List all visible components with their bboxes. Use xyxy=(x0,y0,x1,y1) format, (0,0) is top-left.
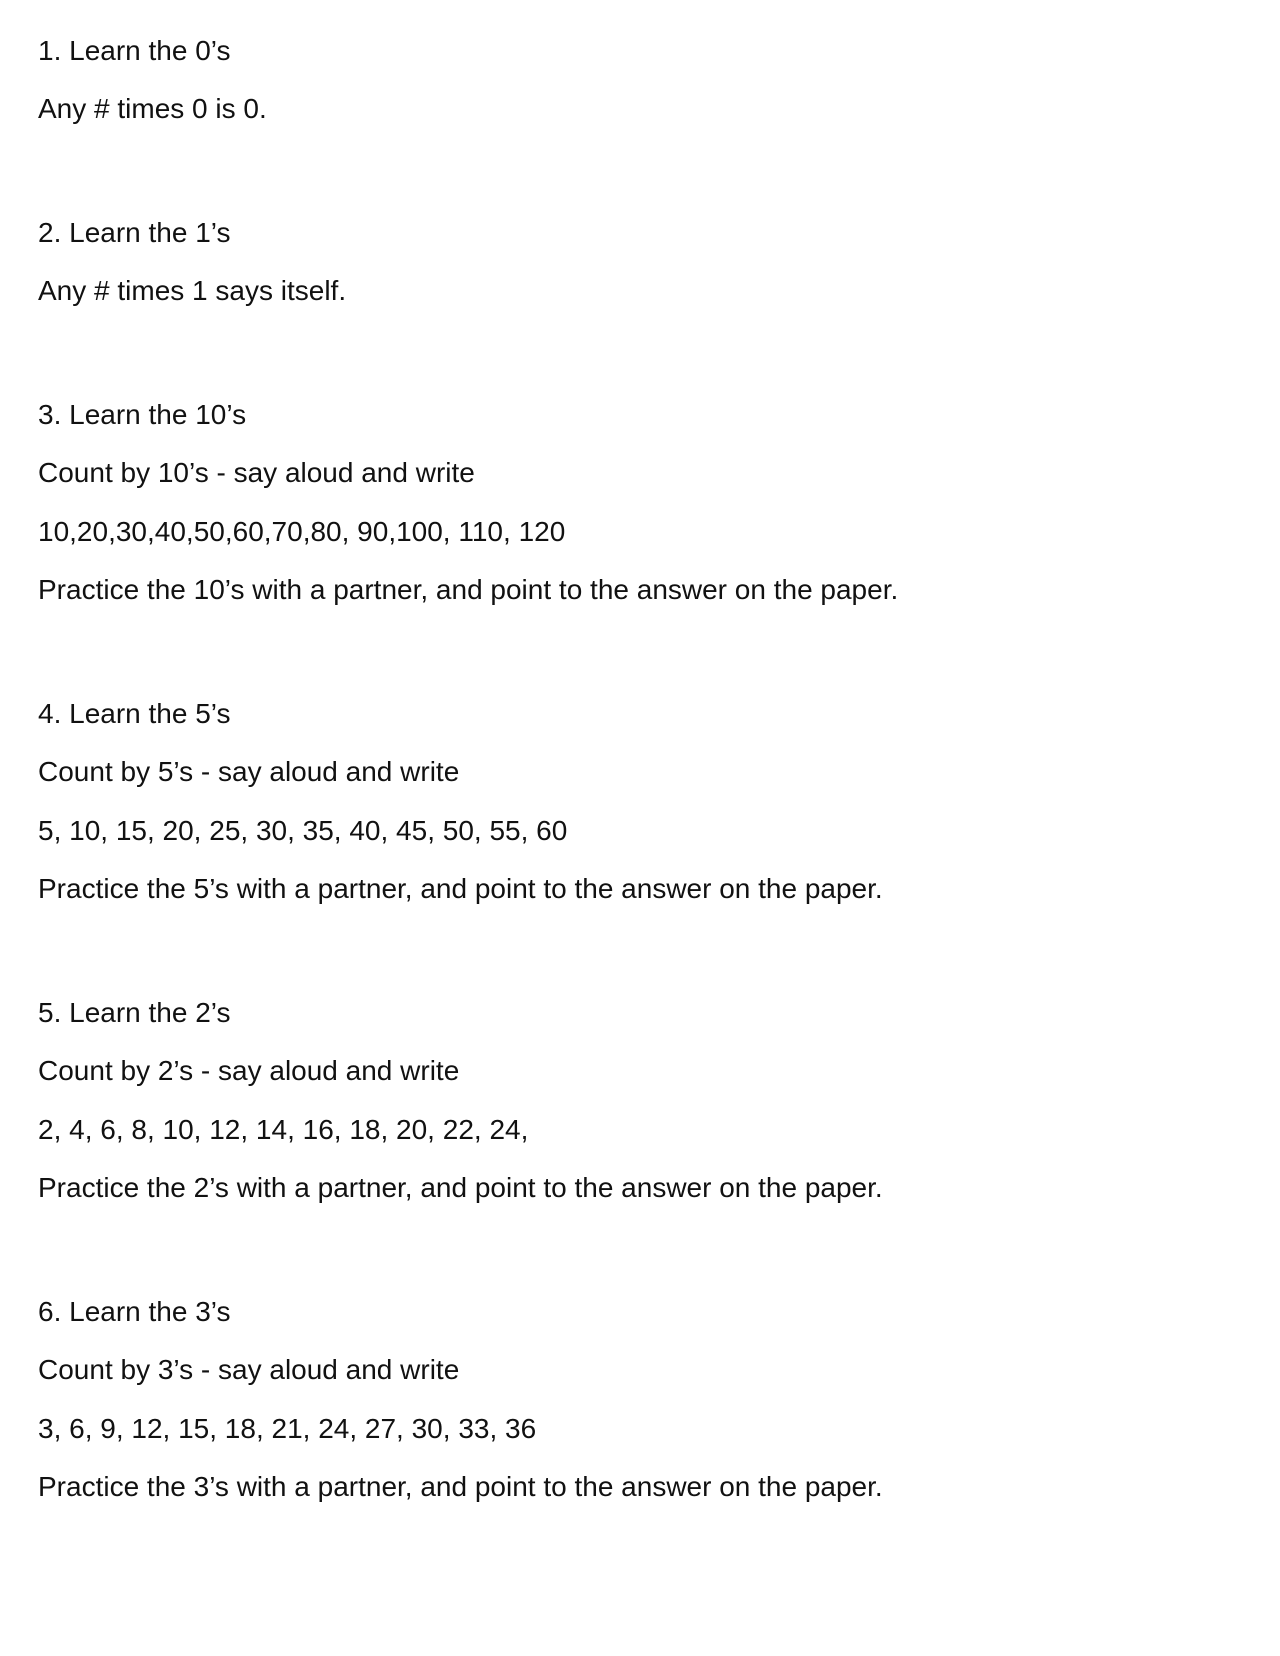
section-3-instruction: Count by 10’s - say aloud and write xyxy=(38,457,475,488)
section-4-practice: Practice the 5’s with a partner, and point to the answer on the paper. xyxy=(38,873,883,904)
section-1-line-1: Any # times 0 is 0. xyxy=(38,93,267,124)
section-5-sequence: 2, 4, 6, 8, 10, 12, 14, 16, 18, 20, 22, 24, xyxy=(38,1114,529,1145)
section-4-sequence: 5, 10, 15, 20, 25, 30, 35, 40, 45, 50, 55, 60 xyxy=(38,815,568,846)
section-5-practice: Practice the 2’s with a partner, and point to the answer on the paper. xyxy=(38,1172,883,1203)
section-3-heading: 3. Learn the 10’s xyxy=(38,399,247,430)
section-5-instruction: Count by 2’s - say aloud and write xyxy=(38,1055,460,1086)
section-2-heading: 2. Learn the 1’s xyxy=(38,217,231,248)
section-4-heading: 4. Learn the 5’s xyxy=(38,698,231,729)
section-3-practice: Practice the 10’s with a partner, and point to the answer on the paper. xyxy=(38,574,899,605)
section-2-line-1: Any # times 1 says itself. xyxy=(38,275,347,306)
section-6-heading: 6. Learn the 3’s xyxy=(38,1296,231,1327)
section-1-heading: 1. Learn the 0’s xyxy=(38,35,231,66)
section-6-practice: Practice the 3’s with a partner, and point to the answer on the paper. xyxy=(38,1471,883,1502)
section-4-instruction: Count by 5’s - say aloud and write xyxy=(38,756,460,787)
section-6-sequence: 3, 6, 9, 12, 15, 18, 21, 24, 27, 30, 33, 36 xyxy=(38,1413,537,1444)
section-3-sequence: 10,20,30,40,50,60,70,80, 90,100, 110, 120 xyxy=(38,516,566,547)
section-5-heading: 5. Learn the 2’s xyxy=(38,997,231,1028)
section-6-instruction: Count by 3’s - say aloud and write xyxy=(38,1354,460,1385)
